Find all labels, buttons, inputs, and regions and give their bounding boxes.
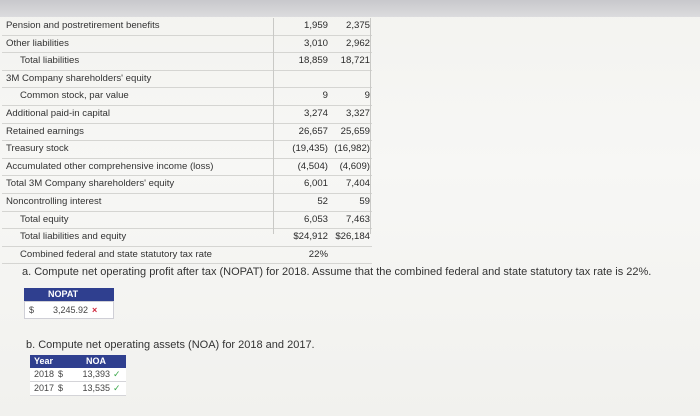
balance-sheet-row (2, 229, 372, 247)
correct-check-icon: ✓ (113, 369, 121, 379)
balance-sheet-row (2, 247, 372, 265)
noa-answer-table (30, 355, 126, 396)
row-label: Total liabilities and equity (20, 231, 127, 243)
nopat-value[interactable]: 3,245.92 × (53, 305, 98, 315)
value-2017: 9 (364, 90, 370, 102)
balance-sheet-row (2, 194, 372, 212)
row-label: Treasury stock (6, 143, 69, 155)
nopat-input-cell[interactable] (24, 301, 114, 319)
row-label: Total liabilities (20, 55, 80, 67)
value-2018: 52 (317, 195, 328, 207)
value-2018: 18,859 (298, 55, 328, 67)
noa-header-row (30, 355, 126, 368)
nopat-currency: $ (29, 305, 35, 315)
row-label: Combined federal and state statutory tax rate (20, 248, 212, 260)
row-label: Total 3M Company shareholders' equity (6, 178, 175, 190)
balance-sheet-row (2, 159, 372, 177)
value-2018: 3,274 (303, 107, 328, 119)
noa-currency: $ (58, 369, 64, 379)
correct-check-icon: ✓ (113, 383, 121, 393)
row-label: Pension and postretirement benefits (6, 20, 160, 31)
noa-year: 2017 (34, 383, 55, 393)
balance-sheet-row (2, 71, 372, 89)
value-2017: 2,375 (345, 20, 370, 31)
balance-sheet-row (2, 124, 372, 142)
value-2018: 6,001 (303, 178, 328, 190)
balance-sheet-table (2, 18, 372, 264)
row-label: Total equity (20, 213, 69, 225)
balance-sheet-row (2, 212, 372, 230)
row-label: Other liabilities (6, 37, 69, 49)
noa-currency: $ (58, 383, 64, 393)
question-a-text: a. Compute net operating profit after tax (NOPAT) for 2018. Assume that the combined federal and state statutory tax rate is 22%. (22, 266, 652, 278)
value-2017: 3,327 (345, 107, 370, 119)
row-label: Additional paid-in capital (6, 107, 110, 119)
noa-header-noa: NOA (86, 356, 106, 366)
noa-amount-input[interactable]: 13,535 (82, 383, 110, 393)
balance-sheet-row (2, 36, 372, 54)
value-2017: (16,982) (334, 143, 370, 155)
balance-sheet-row (2, 88, 372, 106)
nopat-answer-box (24, 288, 114, 319)
value-2018: 22% (308, 248, 328, 260)
value-2017: 59 (359, 195, 370, 207)
value-2018: $24,912 (293, 231, 328, 243)
noa-year: 2018 (34, 369, 55, 379)
value-2018: (19,435) (292, 143, 328, 155)
balance-sheet-row (2, 106, 372, 124)
value-2017: 18,721 (340, 55, 370, 67)
row-label: Retained earnings (6, 125, 84, 137)
value-2018: 9 (322, 90, 328, 102)
balance-sheet-row (2, 141, 372, 159)
value-2017: (4,609) (339, 160, 370, 172)
row-label: Noncontrolling interest (6, 195, 102, 207)
value-2017: 25,659 (340, 125, 370, 137)
balance-sheet-row (2, 176, 372, 194)
question-b-text: b. Compute net operating assets (NOA) for 2018 and 2017. (26, 339, 315, 351)
row-label: 3M Company shareholders' equity (6, 72, 152, 84)
value-2018: 1,959 (303, 20, 328, 31)
noa-amount-input[interactable]: 13,393 (82, 369, 110, 379)
row-label: Common stock, par value (20, 90, 129, 102)
value-2017: $26,184 (335, 231, 370, 243)
balance-sheet-row (2, 53, 372, 71)
value-2018: 6,053 (303, 213, 328, 225)
value-2018: 26,657 (298, 125, 328, 137)
balance-sheet-row (2, 18, 372, 36)
row-label: Accumulated other comprehensive income (loss) (6, 160, 214, 172)
incorrect-icon: × (92, 305, 98, 315)
noa-row-2017 (30, 382, 126, 396)
value-2017: 7,404 (345, 178, 370, 190)
noa-header-year: Year (34, 356, 54, 366)
value-2017: 2,962 (345, 37, 370, 49)
value-2017: 7,463 (345, 213, 370, 225)
top-strip (0, 0, 700, 17)
value-2018: (4,504) (297, 160, 328, 172)
noa-row-2018 (30, 368, 126, 382)
nopat-header: NOPAT (24, 288, 114, 301)
value-2018: 3,010 (303, 37, 328, 49)
